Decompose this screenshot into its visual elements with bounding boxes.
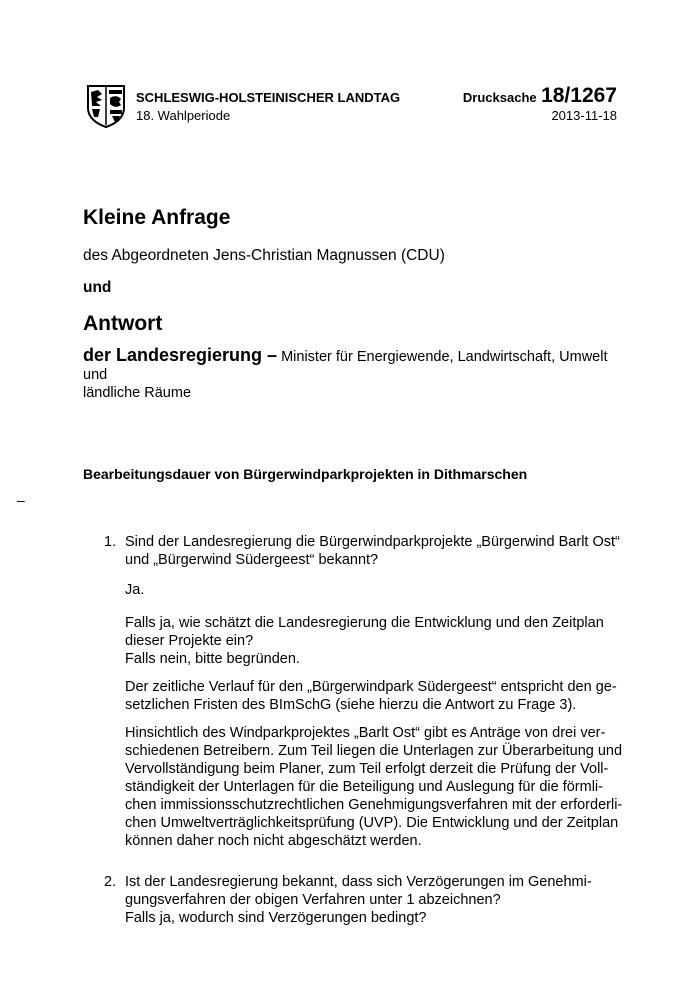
- text-line: dieser Projekte ein?: [125, 633, 254, 649]
- inquiry-heading: Kleine Anfrage: [83, 206, 231, 229]
- question-2-text: [125, 873, 630, 927]
- subject-heading: Bearbeitungsdauer von Bürgerwindparkprojekten in Dithmarschen: [83, 466, 528, 482]
- question-1-followup: [125, 614, 630, 668]
- separator-dash: –: [17, 492, 25, 508]
- answer-1-suedergeest: [125, 678, 630, 714]
- inquiry-author: des Abgeordneten Jens-Christian Magnussen (CDU): [83, 247, 445, 264]
- text-line: Ja.: [125, 582, 145, 598]
- text-line: Falls nein, bitte begründen.: [125, 651, 300, 667]
- parliament-name: SCHLESWIG-HOLSTEINISCHER LANDTAG: [136, 90, 401, 105]
- printed-matter: [463, 84, 617, 108]
- text-line: ständigkeit der Unterlagen für die Beteiligung und Auslegung für die förmli-: [125, 779, 603, 795]
- question-1-number: 1.: [104, 534, 117, 550]
- text-line: können daher noch nicht abgeschätzt werden.: [125, 833, 422, 849]
- question-1-text: [125, 533, 630, 569]
- text-line: Falls ja, wie schätzt die Landesregierung die Entwicklung und den Zeitplan: [125, 615, 604, 631]
- printed-matter-number: 18/1267: [541, 84, 617, 107]
- text-line: Sind der Landesregierung die Bürgerwindparkprojekte „Bürgerwind Barlt Ost“: [125, 534, 620, 550]
- document-date: 2013-11-18: [551, 108, 617, 123]
- government-ministry-line: Minister für Energiewende, Landwirtschaft, Umwelt und: [83, 349, 608, 383]
- text-line: Der zeitliche Verlauf für den „Bürgerwindpark Südergeest“ entspricht den ge-: [125, 679, 617, 695]
- government-ministry-line: ländliche Räume: [83, 385, 192, 401]
- text-line: Vervollständigung beim Planer, zum Teil erfolgt derzeit die Prüfung der Voll-: [125, 761, 609, 777]
- government-lead: der Landesregierung –: [83, 345, 278, 365]
- text-line: Falls ja, wodurch sind Verzögerungen bedingt?: [125, 910, 427, 926]
- answer-1-short: [125, 581, 630, 599]
- answer-heading: Antwort: [83, 312, 163, 335]
- text-line: chen Umweltverträglichkeitsprüfung (UVP). Die Entwicklung und der Zeitplan: [125, 815, 619, 831]
- text-line: Ist der Landesregierung bekannt, dass sich Verzögerungen im Genehmi-: [125, 874, 592, 890]
- question-2-number: 2.: [104, 874, 117, 890]
- answer-1-barlt-ost: [125, 724, 630, 850]
- government-line: [83, 346, 623, 402]
- legislative-period: 18. Wahlperiode: [136, 108, 231, 123]
- conjunction-text: und: [83, 279, 112, 296]
- text-line: gungsverfahren der obigen Verfahren unter 1 abzeichnen?: [125, 892, 501, 908]
- text-line: Hinsichtlich des Windparkprojektes „Barlt Ost“ gibt es Anträge von drei ver-: [125, 725, 606, 741]
- coat-of-arms-icon: [86, 84, 126, 128]
- printed-matter-label: Drucksache: [462, 90, 537, 105]
- text-line: schiedenen Betreibern. Zum Teil liegen die Unterlagen zur Überarbeitung und: [125, 743, 623, 759]
- text-line: setzlichen Fristen des BImSchG (siehe hierzu die Antwort zu Frage 3).: [125, 697, 577, 713]
- text-line: und „Bürgerwind Südergeest“ bekannt?: [125, 552, 379, 568]
- text-line: chen immissionsschutzrechtlichen Genehmigungsverfahren mit der erforderli-: [125, 797, 623, 813]
